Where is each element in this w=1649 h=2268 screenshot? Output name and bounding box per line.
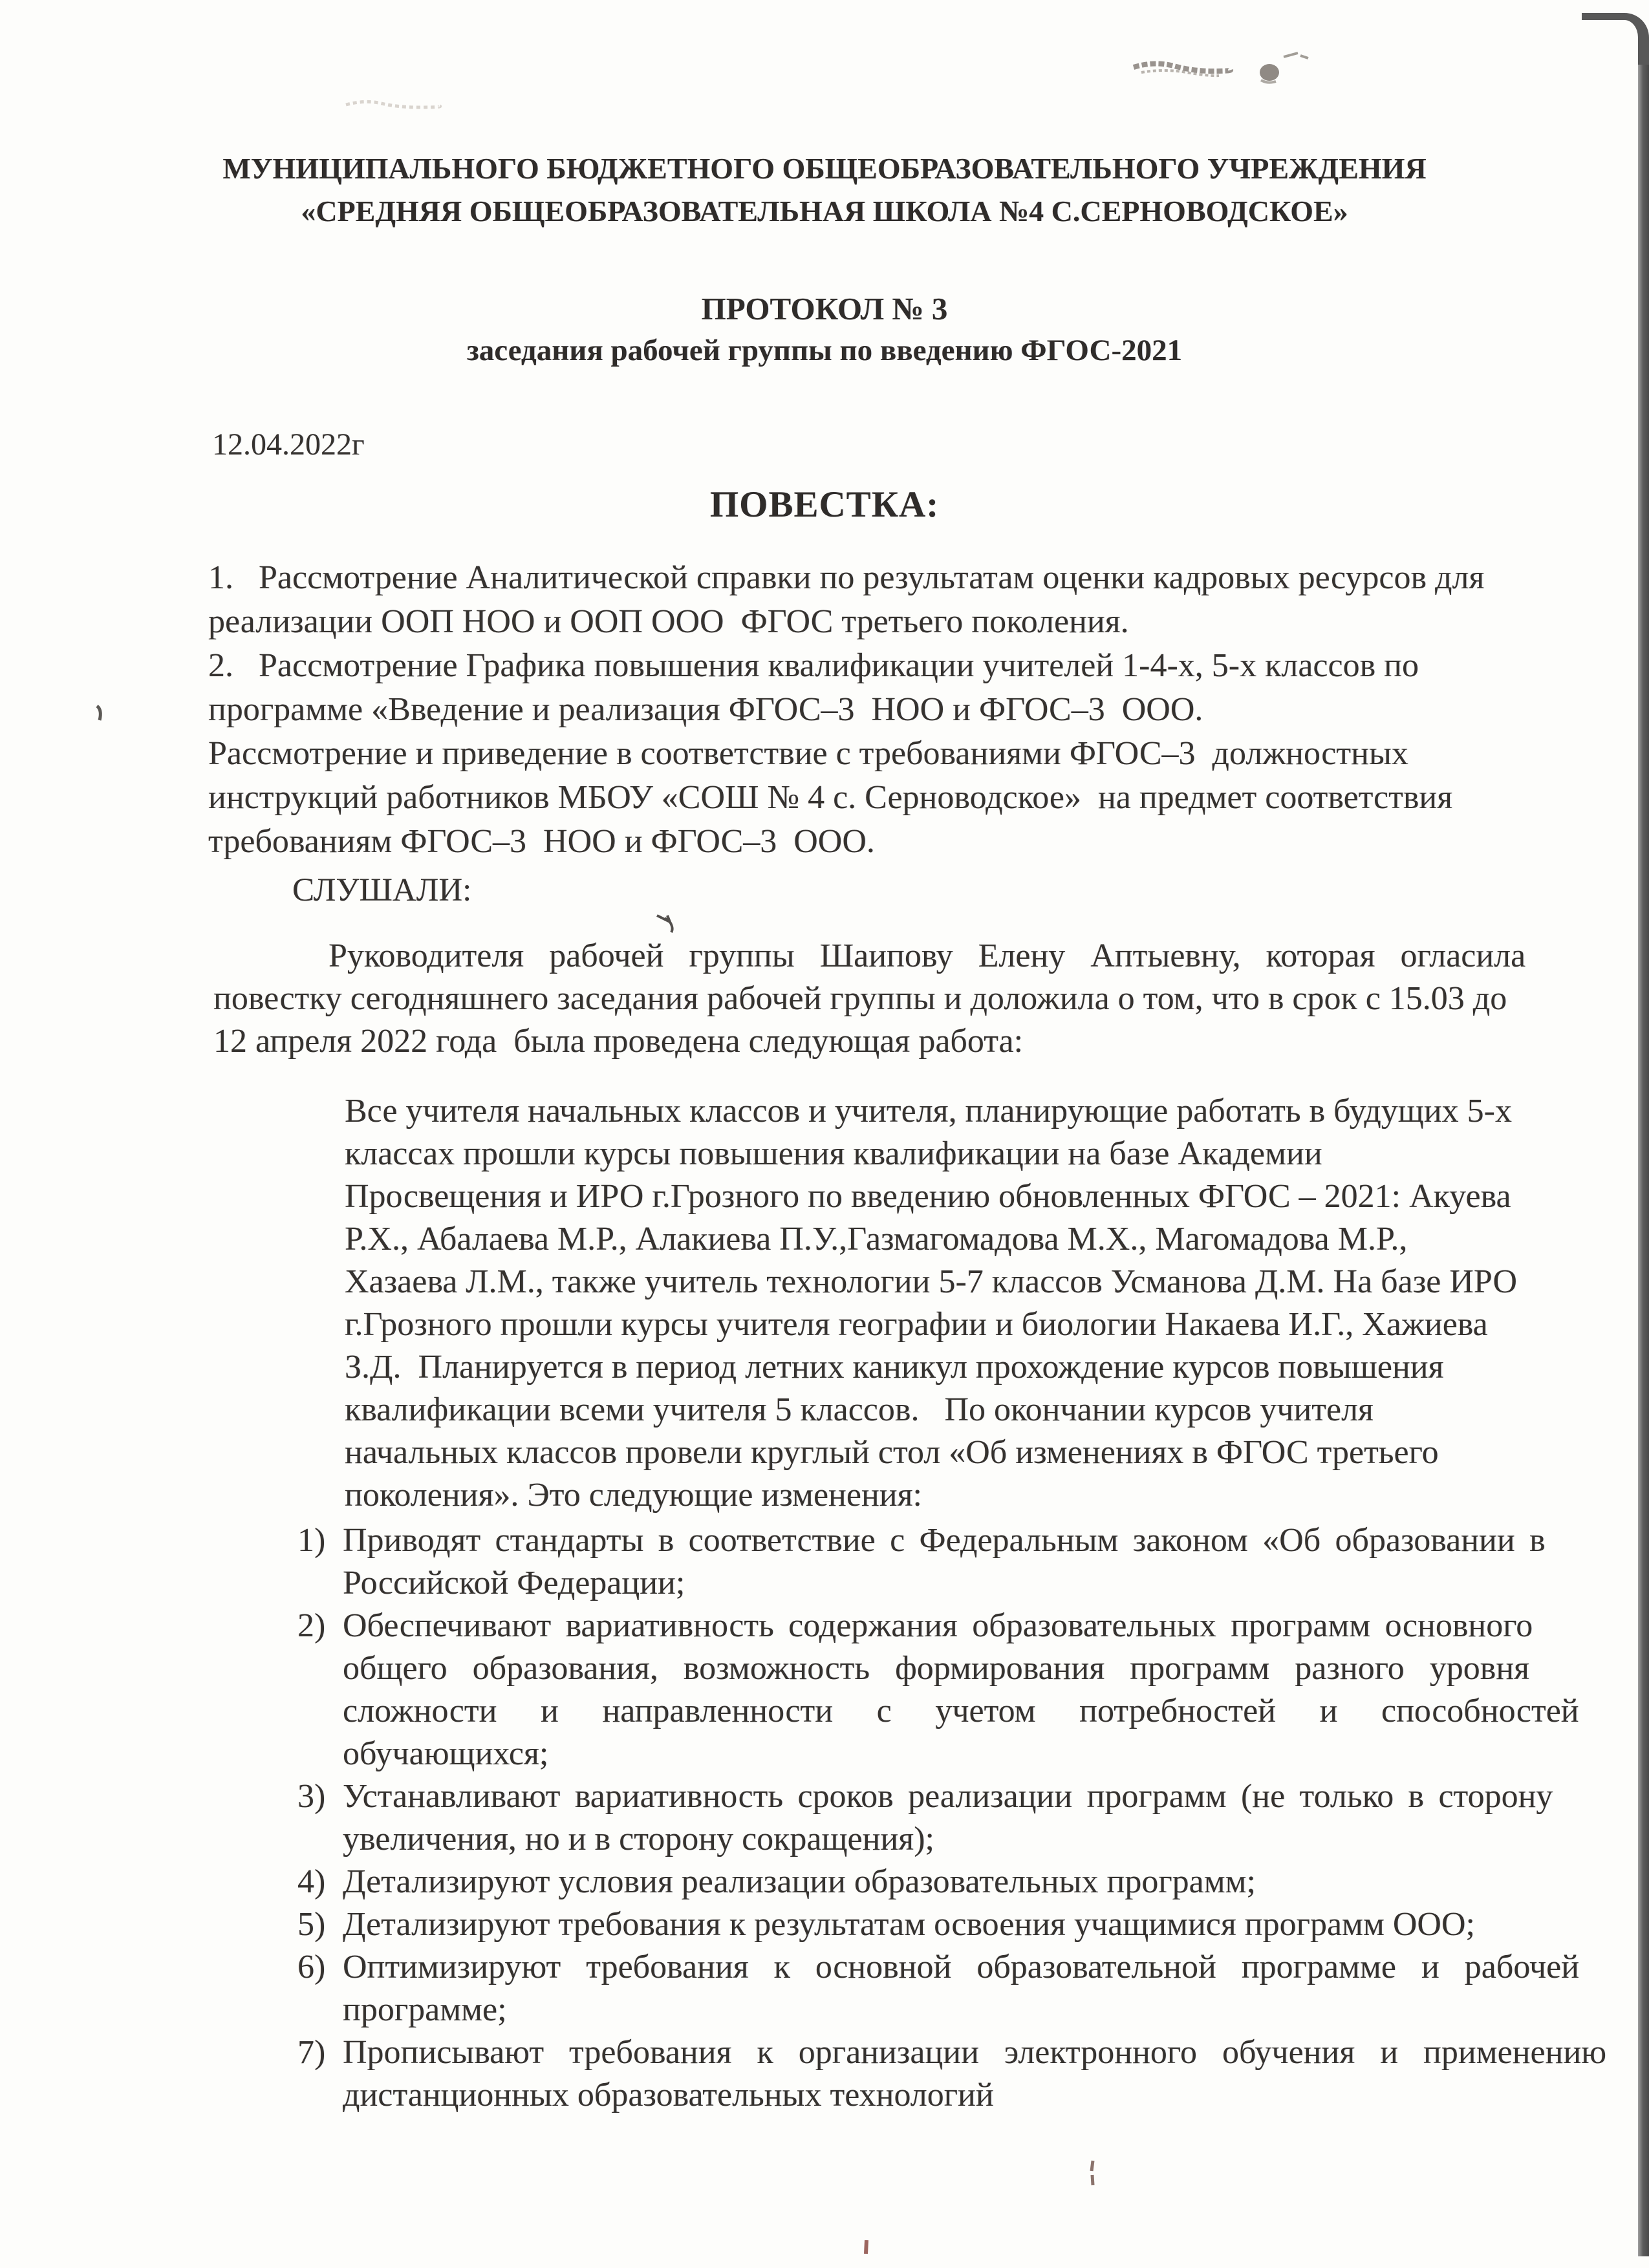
change-item-number: 1) bbox=[297, 1522, 326, 1559]
school-name-line-1: МУНИЦИПАЛЬНОГО БЮДЖЕТНОГО ОБЩЕОБРАЗОВАТЕЛЬНОГО УЧРЕЖДЕНИЯ bbox=[222, 152, 1427, 185]
agenda-line: Рассмотрение и приведение в соответствие с требованиями ФГОС–3 должностных bbox=[208, 735, 1408, 772]
work-summary-line: З.Д. Планируется в период летних каникул прохождение курсов повышения bbox=[345, 1349, 1444, 1385]
heard-intro bbox=[213, 935, 1526, 1063]
protocol-title-block bbox=[0, 288, 1649, 371]
change-item-line: Устанавливают вариативность сроков реализации программ (не только в сторону bbox=[343, 1778, 1553, 1815]
change-item-line: программе; bbox=[343, 1991, 507, 2028]
agenda-line: 2. Рассмотрение Графика повышения квалификации учителей 1-4-х, 5-х классов по bbox=[208, 647, 1419, 684]
change-item-line: Прописывают требования к организации электронного обучения и применению bbox=[343, 2034, 1607, 2071]
work-summary-line: поколения». Это следующие изменения: bbox=[345, 1477, 922, 1514]
arrow-mark bbox=[654, 912, 683, 936]
scan-page-corner-shadow bbox=[1582, 13, 1649, 71]
protocol-number: ПРОТОКОЛ № 3 bbox=[701, 291, 948, 326]
agenda-line: программе «Введение и реализация ФГОС–3 НОО и ФГОС–3 ООО. bbox=[208, 691, 1203, 728]
work-summary-line: Р.Х., Абалаева М.Р., Алакиева П.У.,Газмагомадова М.Х., Магомадова М.Р., bbox=[345, 1221, 1408, 1257]
agenda-line: реализации ООП НОО и ООП ООО ФГОС третьего поколения. bbox=[208, 603, 1129, 640]
faint-pencil-smudge bbox=[343, 91, 446, 120]
school-header bbox=[0, 147, 1649, 233]
change-item-line: Обеспечивают вариативность содержания образовательных программ основного bbox=[343, 1607, 1533, 1644]
agenda-line: требованиям ФГОС–3 НОО и ФГОС–3 ООО. bbox=[208, 823, 875, 860]
change-item bbox=[297, 1519, 1546, 1605]
change-item-number: 3) bbox=[297, 1778, 326, 1815]
change-item bbox=[297, 1946, 1580, 2031]
change-item bbox=[297, 1861, 1500, 1903]
change-item-number: 6) bbox=[297, 1949, 326, 1985]
work-summary-line: г.Грозного прошли курсы учителя географии и биологии Накаева И.Г., Хажиева bbox=[345, 1306, 1488, 1343]
change-item-line: Детализируют условия реализации образовательных программ; bbox=[343, 1863, 1256, 1900]
change-item bbox=[297, 2031, 1607, 2117]
work-summary-line: начальных классов провели круглый стол «Об изменениях в ФГОС третьего bbox=[345, 1434, 1439, 1471]
small-red-dash bbox=[861, 2238, 872, 2256]
change-item bbox=[297, 1605, 1579, 1775]
agenda-heading: ПОВЕСТКА: bbox=[709, 484, 940, 525]
work-summary-line: Хазаева Л.М., также учитель технологии 5-7 классов Усманова Д.М. На базе ИРО bbox=[345, 1263, 1517, 1300]
heard-intro-line: Руководителя рабочей группы Шаипову Елену Аптыевну, которая огласила bbox=[329, 937, 1526, 974]
change-item-line: обучающихся; bbox=[343, 1735, 549, 1772]
pencil-smudge bbox=[1128, 47, 1316, 92]
change-item-line: Приводят стандарты в соответствие с Федеральным законом «Об образовании в bbox=[343, 1522, 1546, 1559]
work-summary bbox=[345, 1090, 1517, 1517]
heard-intro-line: 12 апреля 2022 года была проведена следующая работа: bbox=[213, 1023, 1024, 1060]
protocol-subtitle: заседания рабочей группы по введению ФГОС-2021 bbox=[466, 334, 1183, 367]
change-item-number: 5) bbox=[297, 1906, 326, 1943]
change-item bbox=[297, 1903, 1500, 1946]
change-item-line: Российской Федерации; bbox=[343, 1565, 685, 1601]
change-item-line: Детализируют требования к результатам освоения учащимися программ ООО; bbox=[343, 1906, 1475, 1943]
heard-intro-line: повестку сегодняшнего заседания рабочей группы и доложила о том, что в срок с 15.03 до bbox=[213, 980, 1507, 1017]
change-item-line: Оптимизируют требования к основной образовательной программе и рабочей bbox=[343, 1949, 1580, 1985]
agenda-list bbox=[208, 556, 1508, 864]
change-item-line: увеличения, но и в сторону сокращения); bbox=[343, 1821, 934, 1857]
work-summary-line: Просвещения и ИРО г.Грозного по введению обновленных ФГОС – 2021: Акуева bbox=[345, 1178, 1511, 1215]
change-item-number: 7) bbox=[297, 2034, 326, 2071]
change-item-number: 2) bbox=[297, 1607, 326, 1644]
work-summary-line: Все учителя начальных классов и учителя, планирующие работать в будущих 5-х bbox=[345, 1093, 1512, 1129]
change-item-number: 4) bbox=[297, 1863, 326, 1900]
school-name-line-2: «СРЕДНЯЯ ОБЩЕОБРАЗОВАТЕЛЬНАЯ ШКОЛА №4 С.СЕРНОВОДСКОЕ» bbox=[301, 195, 1348, 228]
change-item-line: дистанционных образовательных технологий bbox=[343, 2077, 994, 2113]
changes-list bbox=[297, 1519, 1607, 2117]
change-item-line: общего образования, возможность формирования программ разного уровня bbox=[343, 1650, 1530, 1687]
tick-mark bbox=[93, 703, 109, 724]
work-summary-line: квалификации всеми учителя 5 классов. По окончании курсов учителя bbox=[345, 1391, 1374, 1428]
scan-page-edge-shadow bbox=[1638, 65, 1649, 2256]
work-summary-line: классах прошли курсы повышения квалификации на базе Академии bbox=[345, 1135, 1322, 1172]
change-item bbox=[297, 1775, 1553, 1861]
heard-heading: СЛУШАЛИ: bbox=[292, 872, 472, 908]
agenda-line: инструкций работников МБОУ «СОШ № 4 с. Серноводское» на предмет соответствия bbox=[208, 779, 1453, 816]
agenda-line: 1. Рассмотрение Аналитической справки по результатам оценки кадровых ресурсов для bbox=[208, 559, 1485, 596]
document-date: 12.04.2022г bbox=[212, 427, 365, 462]
change-item-line: сложности и направленности с учетом потребностей и способностей bbox=[343, 1693, 1579, 1729]
small-ink-dash bbox=[1086, 2158, 1099, 2189]
